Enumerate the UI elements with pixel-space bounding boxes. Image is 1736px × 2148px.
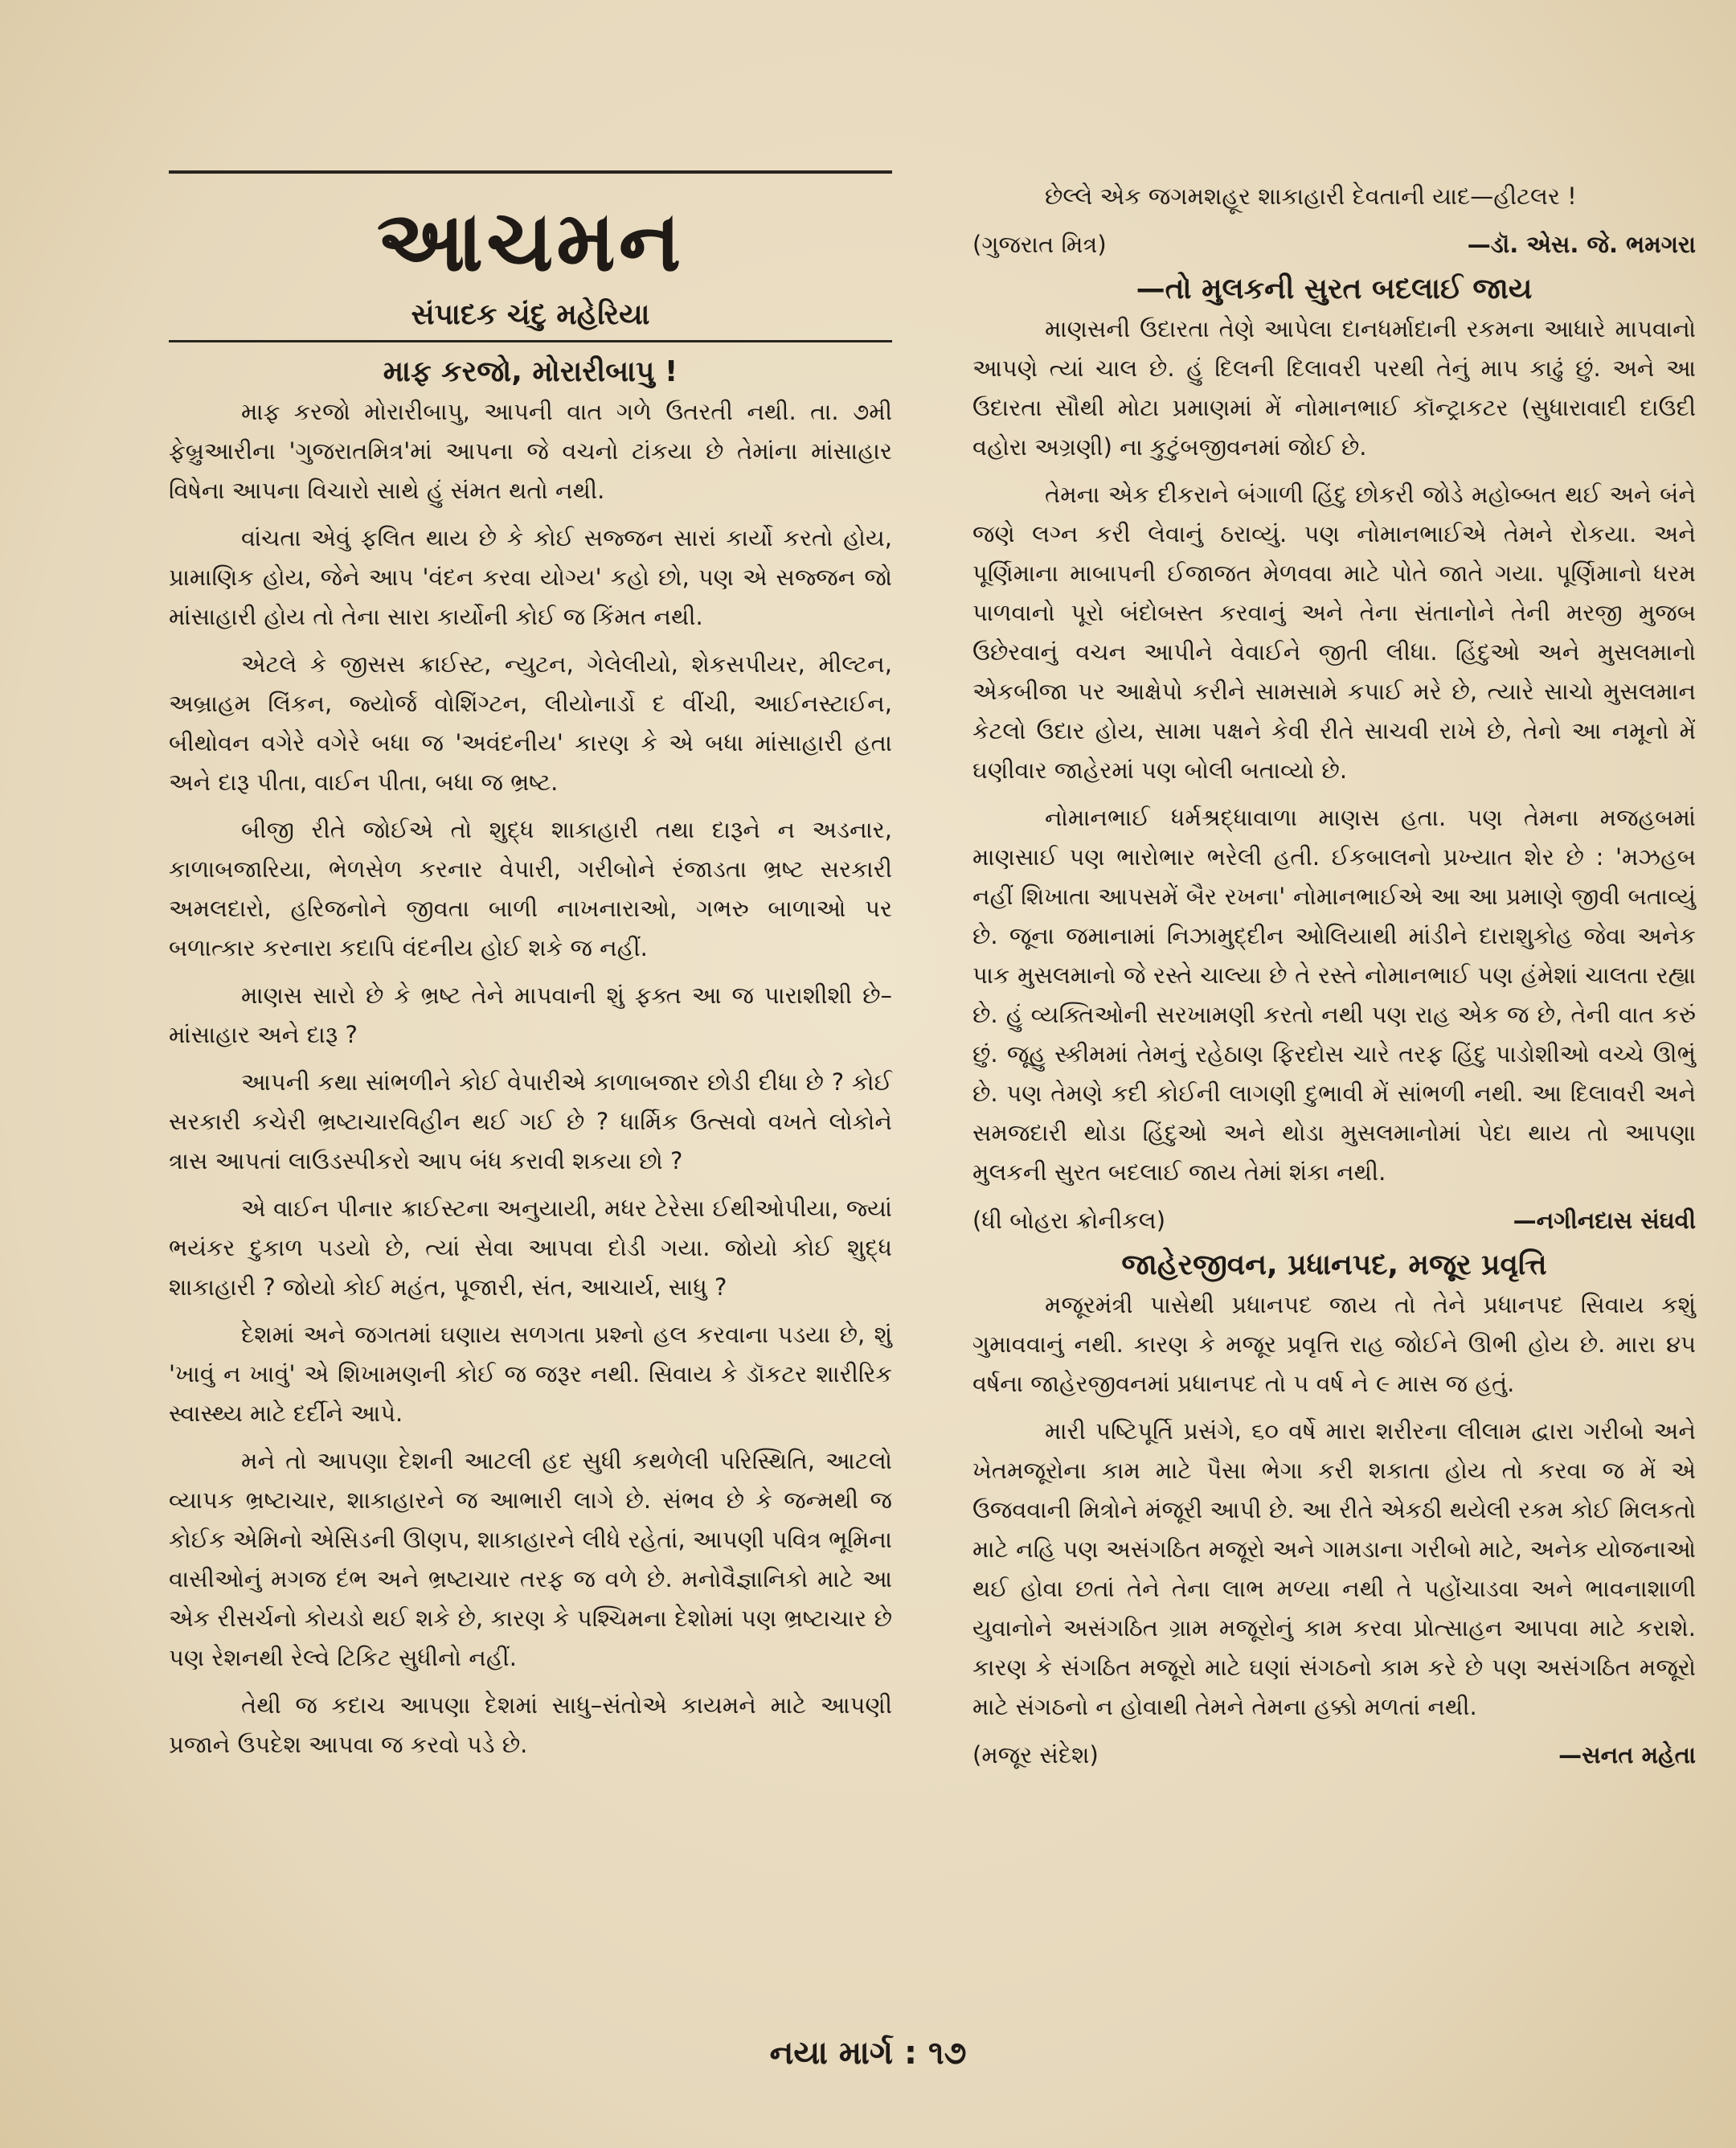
paragraph: દેશમાં અને જગતમાં ઘણાય સળગતા પ્રશ્નો હલ કરવાના પડયા છે, શું 'ખાવું ન ખાવું' એ શિખામણની કોઈ જ જરૂર નથી. સિવાય કે ડૉકટર શારીરિક સ્વાસ્થ્ય માટે દર્દીને આપે. <box>169 1321 892 1427</box>
paragraph: મજૂરમંત્રી પાસેથી પ્રધાનપદ જાય તો તેને પ્રધાનપદ સિવાય કશું ગુમાવવાનું નથી. કારણ કે મજૂર પ્રવૃત્તિ રાહ જોઈને ઊભી હોય છે. મારા ૪૫ વર્ષના જાહેરજીવનમાં પ્રધાનપદ તો ૫ વર્ષ ને ૯ માસ જ હતું. <box>972 1291 1696 1397</box>
author-name: —નગીનદાસ સંઘવી <box>1513 1207 1696 1234</box>
paragraph: એ વાઈન પીનાર ક્રાઈસ્ટના અનુયાયી, મધર ટેરેસા ઈથીઓપીયા, જ્યાં ભયંકર દુકાળ પડયો છે, ત્યાં સેવા આપવા દોડી ગયા. જોયો કોઈ શુદ્ધ શાકાહારી ? જોયો કોઈ મહંત, પૂજારી, સંત, આચાર્ય, સાધુ ? <box>169 1195 892 1301</box>
source-label: (ધી બોહરા ક્રોનીકલ) <box>972 1207 1166 1234</box>
paragraph: બીજી રીતે જોઈએ તો શુદ્ધ શાકાહારી તથા દારૂને ન અડનાર, કાળાબજારિયા, ભેળસેળ કરનાર વેપારી, ગરીબોને રંજાડતા ભ્રષ્ટ સરકારી અમલદારો, હરિજનોને જીવતા બાળી નાખનારાઓ, ગભરુ બાળાઓ પર બળાત્કાર કરનારા કદાપિ વંદનીય હોઈ શકે જ નહીં. <box>169 816 892 961</box>
column-masthead: આચમન <box>376 192 685 290</box>
editor-credit: સંપાદક ચંદુ મહેરિયા <box>411 298 650 331</box>
attribution-3 <box>972 1735 1696 1775</box>
article-heading-3: જાહેરજીવન, પ્રધાનપદ, મજૂર પ્રવૃત્તિ <box>1121 1248 1547 1281</box>
article-heading-1: માફ કરજો, મોરારીબાપુ ! <box>383 355 678 388</box>
editor-rule <box>169 340 892 342</box>
paragraph: વાંચતા એવું ફલિત થાય છે કે કોઈ સજ્જન સારાં કાર્યો કરતો હોય, પ્રામાણિક હોય, જેને આપ 'વંદન કરવા યોગ્ય' કહો છો, પણ એ સજ્જન જો માંસાહારી હોય તો તેના સારા કાર્યોની કોઈ જ કિંમત નથી. <box>169 524 892 630</box>
paragraph: માણસની ઉદારતા તેણે આપેલા દાનધર્માદાની રકમના આધારે માપવાનો આપણે ત્યાં ચાલ છે. હું દિલની દિલાવરી પરથી તેનું માપ કાઢું છું. અને આ ઉદારતા સૌથી મોટા પ્રમાણમાં મેં નોમાનભાઈ કૉન્ટ્રાકટર (સુધારાવાદી દાઉદી વહોરા અગ્રણી) ના કુટુંબજીવનમાં જોઈ છે. <box>972 315 1696 461</box>
paragraph: માફ કરજો મોરારીબાપુ, આપની વાત ગળે ઉતરતી નથી. તા. ૭મી ફેબ્રુઆરીના 'ગુજરાતમિત્ર'માં આપના જે વચનો ટાંકયા છે તેમાંના માંસાહાર વિષેના આપના વિચારો સાથે હું સંમત થતો નથી. <box>169 398 892 504</box>
paragraph: માણસ સારો છે કે ભ્રષ્ટ તેને માપવાની શું ફક્ત આ જ પારાશીશી છે–માંસાહાર અને દારૂ ? <box>169 982 892 1048</box>
paragraph: મારી પષ્ટિપૂર્તિ પ્રસંગે, ૬૦ વર્ષે મારા શરીરના લીલામ દ્વારા ગરીબો અને ખેતમજૂરોના કામ માટે પૈસા ભેગા કરી શકાતા હોય તો કરવા જ મેં એ ઉજવવાની મિત્રોને મંજૂરી આપી છે. આ રીતે એકઠી થયેલી રકમ કોઈ મિલકતો માટે નહિ પણ અસંગઠિત મજૂરો અને ગામડાના ગરીબો માટે, અનેક યોજનાઓ થઈ હોવા છતાં તેને તેના લાભ મળ્યા નથી તે પહોંચાડવા અને ભાવનાશાળી યુવાનોને અસંગઠિત ગ્રામ મજૂરોનું કામ કરવા પ્રોત્સાહન આપવા માટે કરાશે. કારણ કે સંગઠિત મજૂરો માટે ઘણાં સંગઠનો કામ કરે છે પણ અસંગઠિત મજૂરો માટે સંગઠનો ન હોવાથી તેમને તેમના હક્કો મળતાં નથી. <box>972 1417 1696 1720</box>
source-label: (ગુજરાત મિત્ર) <box>972 231 1107 258</box>
top-rule <box>169 170 892 174</box>
attribution-2 <box>972 1200 1696 1240</box>
paragraph: આપની કથા સાંભળીને કોઈ વેપારીએ કાળાબજાર છોડી દીધા છે ? કોઈ સરકારી કચેરી ભ્રષ્ટાચારવિહીન થઈ ગઈ છે ? ધાર્મિક ઉત્સવો વખતે લોકોને ત્રાસ આપતાં લાઉડસ્પીકરો આપ બંધ કરાવી શકયા છો ? <box>169 1068 892 1174</box>
source-label: (મજૂર સંદેશ) <box>972 1741 1099 1769</box>
paragraph: તેથી જ કદાચ આપણા દેશમાં સાધુ–સંતોએ કાયમને માટે આપણી પ્રજાને ઉપદેશ આપવા જ કરવો પડે છે. <box>169 1691 892 1758</box>
paragraph: નોમાનભાઈ ધર્મશ્રદ્ધાવાળા માણસ હતા. પણ તેમના મજહબમાં માણસાઈ પણ ભારોભાર ભરેલી હતી. ઈકબાલનો પ્રખ્યાત શેર છે : 'મઝહબ નહીં શિખાતા આપસમેં બૈર રખના' નોમાનભાઈએ આ આ પ્રમાણે જીવી બતાવ્યું છે. જૂના જમાનામાં નિઝામુદ્દીન ઓલિયાથી માંડીને દારાશુકોહ જેવા અનેક પાક મુસલમાનો જે રસ્તે ચાલ્યા છે તે રસ્તે નોમાનભાઈ પણ હંમેશાં ચાલતા રહ્યા છે. હું વ્યક્તિઓની સરખામણી કરતો નથી પણ રાહ એક જ છે, તેની વાત કરું છું. જૂહુ સ્કીમમાં તેમનું રહેઠાણ ફિરદોસ ચારે તરફ હિંદુ પાડોશીઓ વચ્ચે ઊભું છે. પણ તેમણે કદી કોઈની લાગણી દુભાવી મેં સાંભળી નથી. આ દિલાવરી અને સમજદારી થોડા હિંદુઓ અને થોડા મુસલમાનોમાં પેદા થાય તો આપણા મુલકની સુરત બદલાઈ જાય તેમાં શંકા નથી. <box>972 804 1696 1186</box>
paragraph: એટલે કે જીસસ ક્રાઈસ્ટ, ન્યુટન, ગેલેલીયો, શેકસપીયર, મીલ્ટન, અબ્રાહમ લિંકન, જ્યોર્જ વોશિંગ્ટન, લીયોનાર્ડો દ વીંચી, આઈનસ્ટાઈન, બીથોવન વગેરે વગેરે બધા જ 'અવંદનીય' કારણ કે એ બધા માંસાહારી હતા અને દારૂ પીતા, વાઈન પીતા, બધા જ ભ્રષ્ટ. <box>169 650 892 796</box>
closing-line: છેલ્લે એક જગમશહૂર શાકાહારી દેવતાની યાદ—હીટલર ! <box>1045 182 1577 210</box>
paragraph: તેમના એક દીકરાને બંગાળી હિંદુ છોકરી જોડે મહોબ્બત થઈ અને બંને જણે લગ્ન કરી લેવાનું ઠરાવ્યું. પણ નોમાનભાઈએ તેમને રોકયા. અને પૂર્ણિમાના માબાપની ઈજાજત મેળવવા માટે પોતે જાતે ગયા. પૂર્ણિમાનો ધરમ પાળવાનો પૂરો બંદોબસ્ત કરવાનું અને તેના સંતાનોને તેની મરજી મુજબ ઉછેરવાનું વચન આપીને વેવાઈને જીતી લીધા. હિંદુઓ અને મુસલમાનો એકબીજા પર આક્ષેપો કરીને સામસામે કપાઈ મરે છે, ત્યારે સાચો મુસલમાન કેટલો ઉદાર હોય, સામા પક્ષને કેવી રીતે સાચવી રાખે છે, તેનો આ નમૂનો મેં ઘણીવાર જાહેરમાં પણ બોલી બતાવ્યો છે. <box>972 481 1696 784</box>
article-heading-2: —તો મુલકની સુરત બદલાઈ જાય <box>1136 273 1533 305</box>
right-column <box>972 177 1696 1780</box>
page-footer: નયા માર્ગ : ૧૭ <box>769 2035 967 2072</box>
author-name: —ડૉ. એસ. જે. ભમગરા <box>1467 231 1696 258</box>
author-name: —સનત મહેતા <box>1558 1741 1696 1769</box>
attribution-1 <box>972 224 1696 264</box>
left-column <box>169 352 892 1773</box>
paragraph: મને તો આપણા દેશની આટલી હદ સુધી કથળેલી પરિસ્થિતિ, આટલો વ્યાપક ભ્રષ્ટાચાર, શાકાહારને જ આભારી લાગે છે. સંભવ છે કે જન્મથી જ કોઈક એમિનો એસિડની ઊણપ, શાકાહારને લીધે રહેતાં, આપણી પવિત્ર ભૂમિના વાસીઓનું મગજ દંભ અને ભ્રષ્ટાચાર તરફ જ વળે છે. મનોવૈજ્ઞાનિકો માટે આ એક રીસર્ચનો કોયડો થઈ શકે છે, કારણ કે પશ્ચિમના દેશોમાં પણ ભ્રષ્ટાચાર છે પણ રેશનથી રેલ્વે ટિકિટ સુધીનો નહીં. <box>169 1447 892 1671</box>
